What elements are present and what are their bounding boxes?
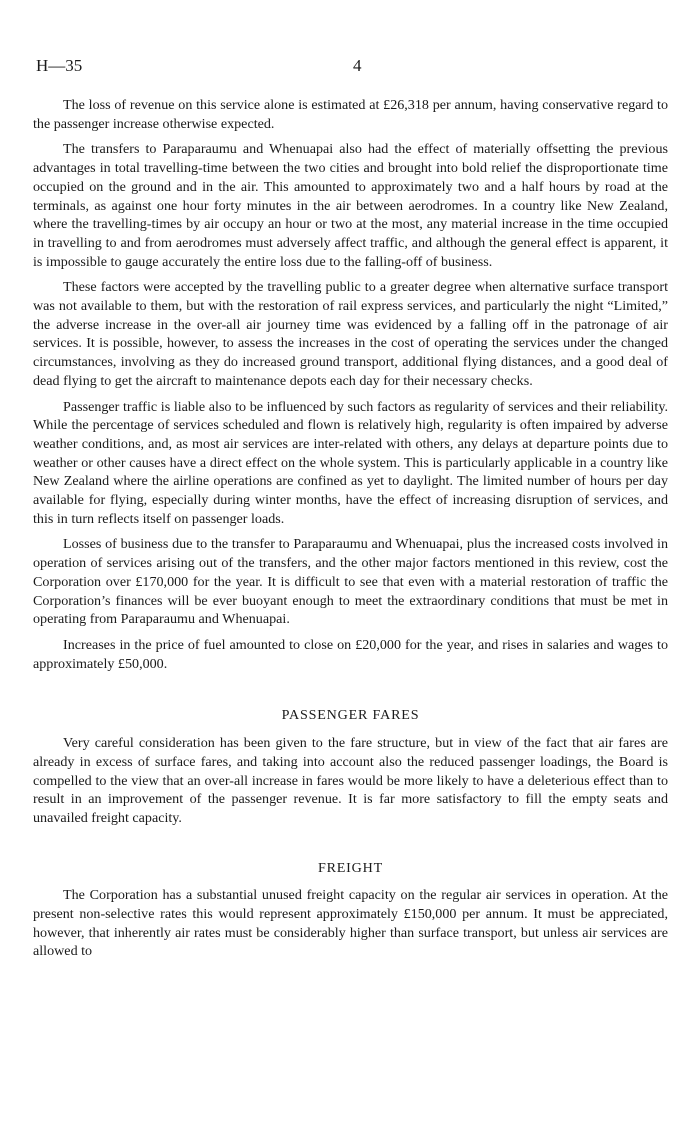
paragraph: The loss of revenue on this service alone is estimated at £26,318 per annum, having conservative regard to the passenger increase otherwise expected. — [33, 97, 668, 132]
paragraph: Increases in the price of fuel amounted to close on £20,000 for the year, and rises in salaries and wages to approximately £50,000. — [33, 636, 668, 672]
page-number: 4 — [353, 56, 362, 75]
page-body — [33, 96, 668, 968]
paragraph: The Corporation has a substantial unused freight capacity on the regular air services in operation. At the present non-selective rates this would represent approximately £150,000 per annum. It must be appreciated, however, that inherently air rates must be considerably higher than surface transport, but unless air services are allowed to — [33, 887, 668, 960]
paragraph: Very careful consideration has been given to the fare structure, but in view of the fact that air fares are already in excess of surface fares, and taking into account also the reduced passenger loadings, the Board is compelled to the view that an over-all increase in fares would be more likely to have a deleterious effect than to result in an improvement of the passenger revenue. It is far more satisfactory to fill the empty seats and unavailed freight capacity. — [33, 735, 668, 826]
page-header — [36, 56, 664, 78]
paragraph: Losses of business due to the transfer to Paraparaumu and Whenuapai, plus the increased costs involved in operation of services arising out of the transfers, and the other major factors mentioned in this review, cost the Corporation over £170,000 for the year. It is difficult to see that even with a material restoration of traffic the Corporation’s finances will be ever buoyant enough to meet the extraordinary conditions that must be met in operating from Paraparaumu and Whenuapai. — [33, 536, 668, 628]
section-heading-passenger-fares: PASSENGER FARES — [281, 707, 420, 724]
paragraph: These factors were accepted by the travelling public to a greater degree when alternative surface transport was not available to them, but with the restoration of rail express services, and particularly the night “Limited,” the adverse increase in the over-all air journey time was evidenced by a falling off in the patronage of air services. It is possible, however, to assess the increases in the cost of operating the services under the changed circumstances, involving as they do increased ground transport, additional flying distances, and a good deal of dead flying to get the aircraft to maintenance depots each day for their necessary checks. — [33, 279, 668, 389]
document-reference: H—35 — [36, 56, 83, 75]
paragraph: Passenger traffic is liable also to be influenced by such factors as regularity of services and their reliability. While the percentage of services scheduled and flown is relatively high, regularity is often impaired by adverse weather conditions, and, as most air services are inter-related with others, any delays at departure points due to weather or other causes have a direct effect on the whole system. This is particularly applicable in a country like New Zealand where the airline operations are confined as yet to daylight. The limited number of hours per day available for flying, especially during winter months, have the effect of increasing disruption of services, and this in turn reflects itself on passenger loads. — [33, 398, 668, 527]
section-heading-freight: FREIGHT — [317, 859, 384, 876]
paragraph: The transfers to Paraparaumu and Whenuapai also had the effect of materially offsetting the previous advantages in total travelling-time between the two cities and brought into bold relief the disproportionate time occupied on the ground and in the air. This amounted to approximately two and a half hours by road at the terminals, as against one hour forty minutes in the air between aerodromes. In a country like New Zealand, where the travelling-times by air occupy an hour or two at the most, any material increase in the time occupied in travelling to and from aerodromes must adversely affect traffic, and although the general effect is apparent, it is impossible to gauge accurately the entire loss due to the falling-off of business. — [33, 141, 668, 270]
